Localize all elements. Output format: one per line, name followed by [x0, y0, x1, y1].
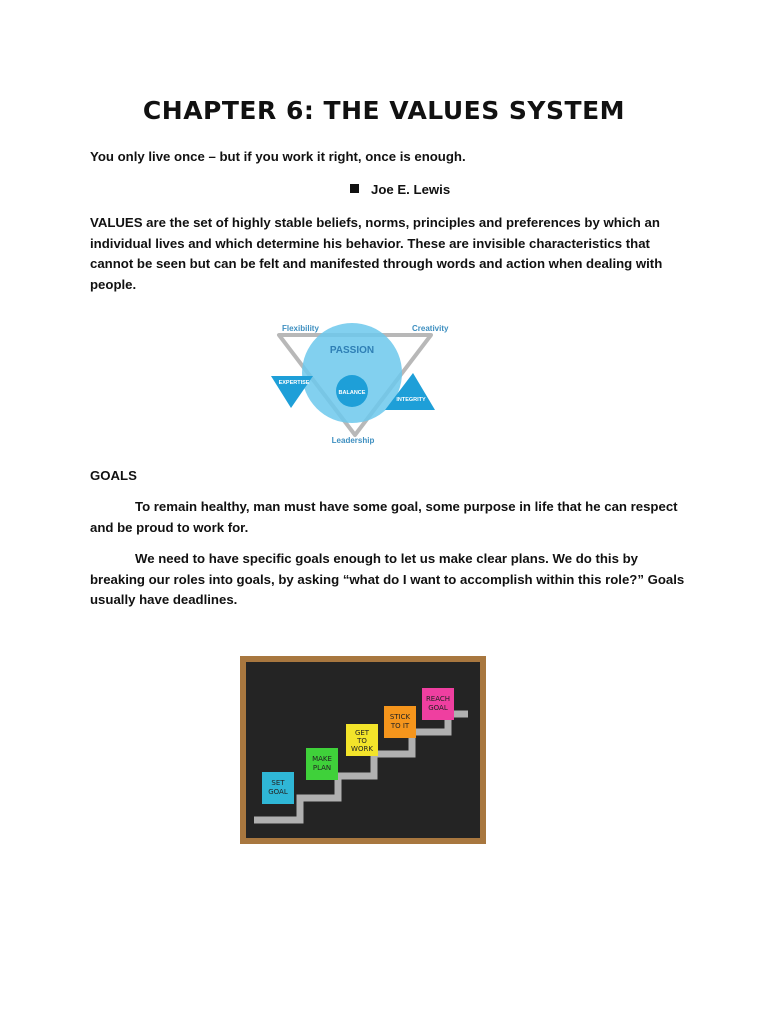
svg-text:STICK: STICK: [389, 713, 411, 721]
quote-author: Joe E. Lewis: [371, 182, 451, 197]
leadership-label: Leadership: [331, 436, 375, 445]
svg-text:GOAL: GOAL: [428, 704, 448, 712]
svg-text:GOAL: GOAL: [268, 788, 288, 796]
note-stick-to-it: [384, 706, 416, 738]
svg-text:GET: GET: [354, 729, 370, 737]
note-make-plan: [306, 748, 338, 780]
quote-attribution: [350, 180, 550, 201]
passion-label: PASSION: [329, 345, 375, 356]
integrity-label: INTEGRITY: [396, 397, 426, 403]
svg-text:TO: TO: [357, 737, 367, 745]
svg-text:REACH: REACH: [425, 695, 451, 703]
goal-staircase-image: [240, 656, 486, 844]
svg-text:WORK: WORK: [351, 745, 373, 753]
note-set-goal: [262, 772, 294, 804]
quote-text: You only live once – but if you work it right, once is enough.: [90, 149, 466, 164]
expertise-label: EXPERTISE: [278, 380, 310, 386]
chapter-title: CHAPTER 6: THE VALUES SYSTEM: [142, 96, 626, 125]
goals-heading: GOALS: [90, 468, 137, 483]
svg-text:MAKE: MAKE: [312, 755, 332, 763]
note-reach-goal: [422, 688, 454, 720]
creativity-label: Creativity: [412, 324, 449, 333]
goals-paragraph-2: We need to have specific goals enough to let us make clear plans. We do this by breaking our roles into goals, by asking “what do I want to accomplish within this role?” Goals usually have deadlines.: [90, 551, 685, 607]
values-diagram: [255, 318, 455, 450]
svg-text:PLAN: PLAN: [312, 764, 332, 772]
square-bullet-icon: [350, 184, 359, 193]
flexibility-label: Flexibility: [282, 324, 319, 333]
goals-paragraph-1: To remain healthy, man must have some goal, some purpose in life that he can respect and be proud to work for.: [90, 499, 678, 535]
values-paragraph: VALUES are the set of highly stable beliefs, norms, principles and preferences by which an individual lives and which determine his behavior. These are invisible characteristics that cannot be seen but can be felt and manifested through words and action when dealing with people.: [90, 215, 663, 292]
balance-label: BALANCE: [338, 390, 366, 396]
svg-text:TO IT: TO IT: [390, 722, 410, 730]
svg-text:SET: SET: [271, 779, 285, 787]
note-get-to-work: [346, 724, 378, 756]
